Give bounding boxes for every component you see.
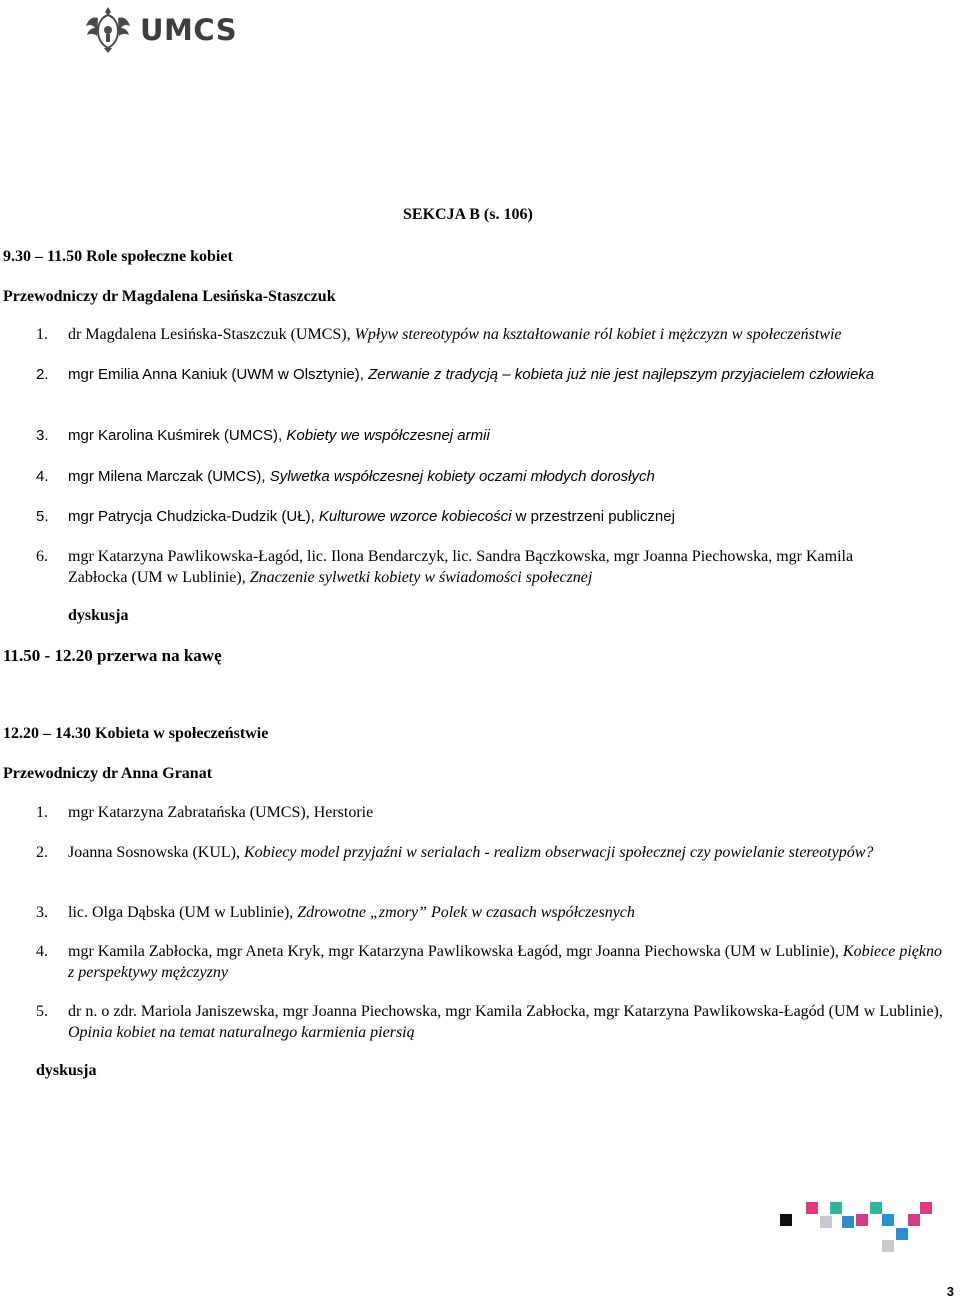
list-item: 4. mgr Milena Marczak (UMCS), Sylwetka współczesnej kobiety oczami młodych dorosłych bbox=[36, 468, 655, 485]
list-item: 2. mgr Emilia Anna Kaniuk (UWM w Olsztynie), Zerwanie z tradycją – kobieta już nie jest najlepszym przyjacielem człowieka bbox=[36, 366, 875, 383]
session2-chair: Przewodniczy dr Anna Granat bbox=[3, 765, 213, 782]
mosaic-square bbox=[806, 1202, 818, 1214]
list-item: 6. mgr Katarzyna Pawlikowska-Łagód, lic. Ilona Bendarczyk, lic. Sandra Bączkowska, mgr Joanna Piechowska, mgr Kamila Zabłocka (UM w Lublinie), Znaczenie sylwetki kobiety w świadomości społecznej bbox=[36, 548, 854, 586]
session1-discussion: dyskusja bbox=[68, 607, 129, 624]
mosaic-square bbox=[842, 1216, 854, 1228]
list-item: 4. mgr Kamila Zabłocka, mgr Aneta Kryk, mgr Katarzyna Pawlikowska Łagód, mgr Joanna Piechowska (UM w Lublinie), Kobiece piękno z perspektywy mężczyzny bbox=[36, 943, 942, 981]
session1-chair: Przewodniczy dr Magdalena Lesińska-Staszczuk bbox=[3, 288, 336, 305]
coffee-break: 11.50 - 12.20 przerwa na kawę bbox=[3, 646, 222, 665]
mosaic-square bbox=[882, 1214, 894, 1226]
session1-time-title: 9.30 – 11.50 Role społeczne kobiet bbox=[3, 248, 233, 265]
umcs-logo bbox=[84, 4, 237, 54]
mosaic-square bbox=[870, 1202, 882, 1214]
decorative-mosaic-icon bbox=[778, 1200, 938, 1256]
list-item: 5. dr n. o zdr. Mariola Janiszewska, mgr Joanna Piechowska, mgr Kamila Zabłocka, mgr Katarzyna Pawlikowska-Łagód (UM w Lublinie), Opinia kobiet na temat naturalnego karmienia piersią bbox=[36, 1003, 943, 1041]
section-title: SEKCJA B (s. 106) bbox=[403, 206, 533, 223]
mosaic-square bbox=[920, 1202, 932, 1214]
mosaic-square bbox=[856, 1214, 868, 1226]
list-item: 1. mgr Katarzyna Zabratańska (UMCS), Herstorie bbox=[36, 804, 374, 821]
list-item: 5. mgr Patrycja Chudzicka-Dudzik (UŁ), Kulturowe wzorce kobiecości w przestrzeni publicznej bbox=[36, 508, 675, 525]
list-item: 3. lic. Olga Dąbska (UM w Lublinie), Zdrowotne „zmory” Polek w czasach współczesnych bbox=[36, 904, 635, 921]
list-item: 3. mgr Karolina Kuśmirek (UMCS), Kobiety we współczesnej armii bbox=[36, 427, 490, 444]
session2-time-title: 12.20 – 14.30 Kobieta w społeczeństwie bbox=[3, 725, 269, 742]
page-number: 3 bbox=[946, 1284, 954, 1299]
mosaic-square bbox=[908, 1214, 920, 1226]
mosaic-square bbox=[830, 1202, 842, 1214]
list-item: 1. dr Magdalena Lesińska-Staszczuk (UMCS), Wpływ stereotypów na kształtowanie ról kobiet i mężczyzn w społeczeństwie bbox=[36, 326, 842, 343]
session2-discussion: dyskusja bbox=[36, 1062, 97, 1079]
mosaic-square bbox=[882, 1240, 894, 1252]
list-item: 2. Joanna Sosnowska (KUL), Kobiecy model przyjaźni w serialach - realizm obserwacji społecznej czy powielanie stereotypów? bbox=[36, 844, 874, 861]
logo-text: UMCS bbox=[140, 13, 238, 47]
mosaic-square bbox=[896, 1228, 908, 1240]
eagle-emblem-icon bbox=[84, 4, 132, 54]
mosaic-square bbox=[820, 1216, 832, 1228]
mosaic-square bbox=[780, 1214, 792, 1226]
